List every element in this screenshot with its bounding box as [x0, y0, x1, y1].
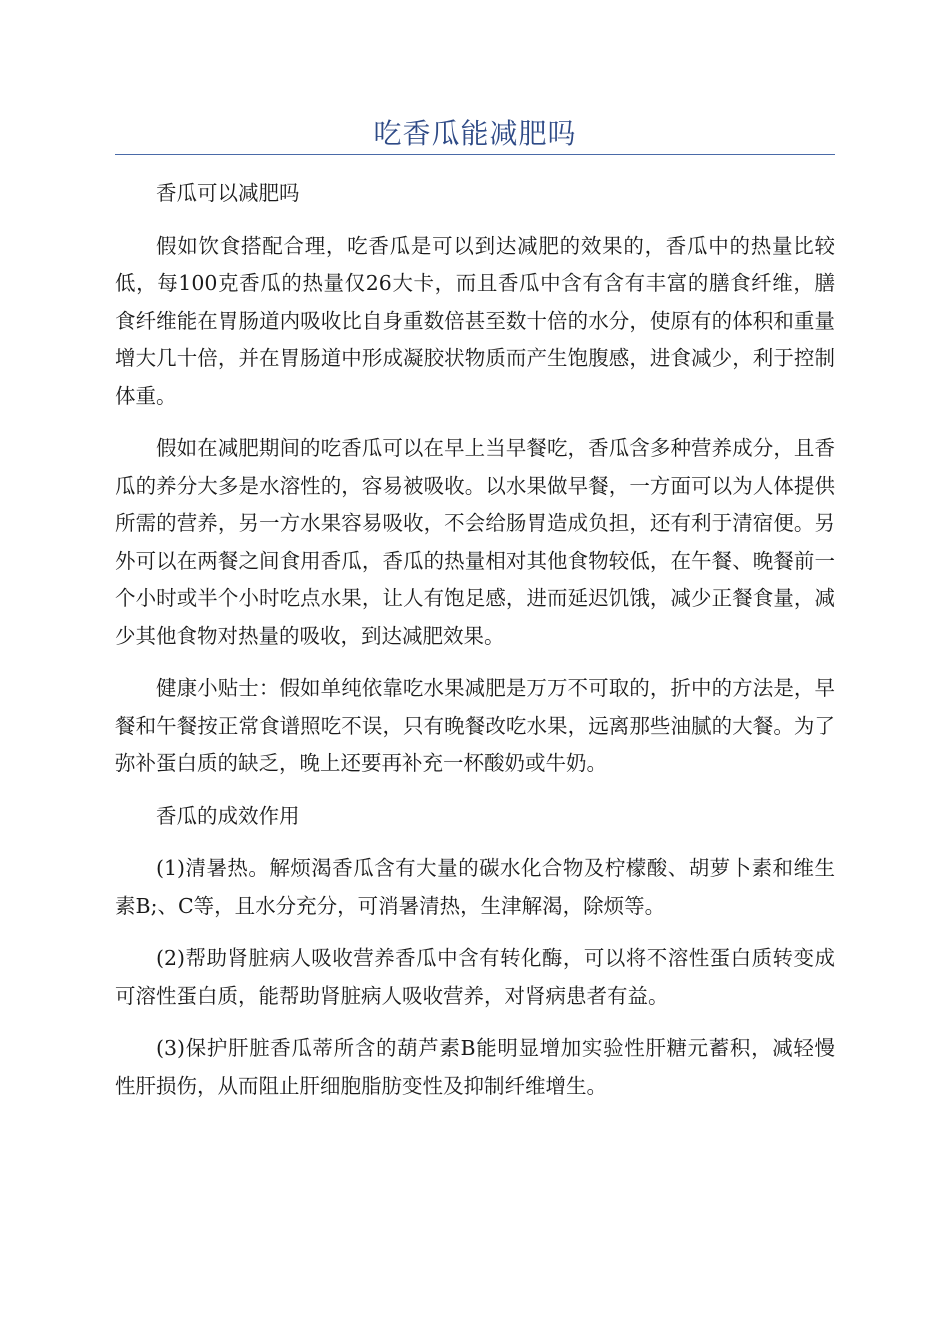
paragraph-low-calorie-fiber: 假如饮食搭配合理，吃香瓜是可以到达减肥的效果的，香瓜中的热量比较低，每100克香瓜的热量仅26大卡，而且香瓜中含有含有丰富的膳食纤维，膳食纤维能在胃肠道内吸收比自身重数倍甚至数十倍的水分，使原有的体积和重量增大几十倍，并在胃肠道中形成凝胶状物质而产生饱腹感，进食减少，利于控制体重。 [115, 233, 835, 408]
title-underline [115, 154, 835, 155]
paragraph-benefit-2: (2)帮助肾脏病人吸收营养香瓜中含有转化酶，可以将不溶性蛋白质转变成可溶性蛋白质，能帮助肾脏病人吸收营养，对肾病患者有益。 [115, 946, 835, 1008]
paragraph-health-tip: 健康小贴士：假如单纯依靠吃水果减肥是万万不可取的，折中的方法是，早餐和午餐按正常食谱照吃不误，只有晚餐改吃水果，远离那些油腻的大餐。为了弥补蛋白质的缺乏，晚上还要再补充一杯酸奶或牛奶。 [115, 676, 835, 775]
paragraph-breakfast-timing: 假如在减肥期间的吃香瓜可以在早上当早餐吃，香瓜含多种营养成分，且香瓜的养分大多是水溶性的，容易被吸收。以水果做早餐，一方面可以为人体提供所需的营养，另一方水果容易吸收，不会给肠胃造成负担，还有利于清宿便。另外可以在两餐之间食用香瓜，香瓜的热量相对其他食物较低，在午餐、晚餐前一个小时或半个小时吃点水果，让人有饱足感，进而延迟饥饿，减少正餐食量，减少其他食物对热量的吸收，到达减肥效果。 [115, 436, 835, 648]
document-page [115, 0, 835, 1105]
section-heading-benefits: 香瓜的成效作用 [156, 803, 300, 828]
paragraph-benefit-1: (1)清暑热。解烦渴香瓜含有大量的碳水化合物及柠檬酸、胡萝卜素和维生素B;、C等，且水分充分，可消暑清热，生津解渴，除烦等。 [115, 856, 835, 918]
document-title: 吃香瓜能减肥吗 [373, 117, 577, 150]
section-heading-can-melon-help-lose-weight: 香瓜可以减肥吗 [156, 181, 300, 205]
paragraph-benefit-3: (3)保护肝脏香瓜蒂所含的葫芦素B能明显增加实验性肝糖元蓄积，减轻慢性肝损伤，从而阻止肝细胞脂肪变性及抑制纤维增生。 [115, 1036, 835, 1098]
